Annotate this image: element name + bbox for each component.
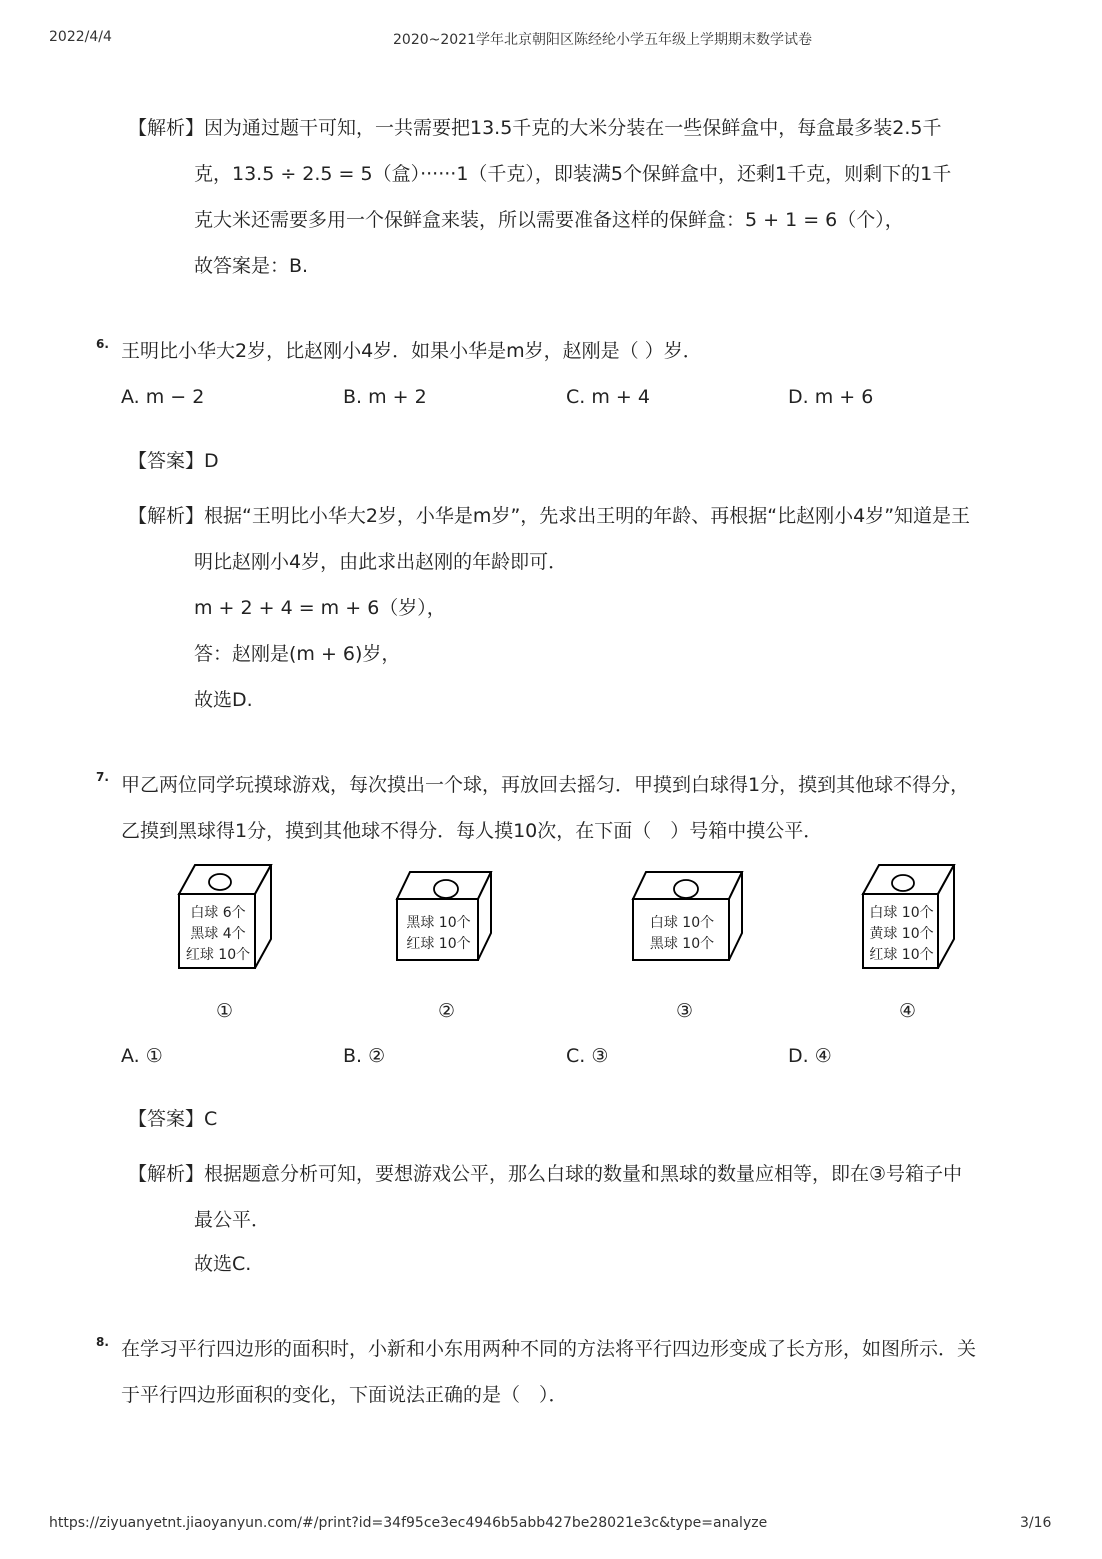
box-3-line-2: 黑球 10个: [649, 936, 715, 952]
footer-url[interactable]: https://ziyuanyetnt.jiaoyanyun.com/#/print?id=34f95ce3ec4946b5abb427be28021e3c&type=analyze: [49, 1515, 768, 1531]
box-1-line-1: 白球 6个: [190, 905, 246, 921]
q7-stem-line-2: 乙摸到黑球得1分，摸到其他球不得分．每人摸10次，在下面（ ）号箱中摸公平．: [121, 820, 823, 842]
q8-stem-line-2: 于平行四边形面积的变化，下面说法正确的是（ ）．: [121, 1384, 568, 1406]
q6-analysis-line-4: 答：赵刚是(m + 6)岁，: [194, 643, 401, 665]
box-3-label: ③: [676, 1000, 694, 1022]
q8-number: 8.: [96, 1335, 109, 1349]
header-date: 2022/4/4: [49, 29, 112, 45]
q6-analysis-line-5: 故选D.: [194, 689, 253, 711]
q6-analysis-line-1: 【解析】根据“王明比小华大2岁，小华是m岁”，先求出王明的年龄、再根据“比赵刚小4岁”知道是王: [128, 505, 971, 527]
q7-option-d[interactable]: D. ④: [788, 1045, 832, 1067]
q6-analysis-line-2: 明比赵刚小4岁，由此求出赵刚的年龄即可．: [194, 551, 568, 573]
box-4-line-1: 白球 10个: [869, 905, 934, 921]
footer-page-number: 3/16: [1020, 1515, 1052, 1531]
q7-option-c[interactable]: C. ③: [566, 1045, 609, 1067]
q7-stem-line-1: 甲乙两位同学玩摸球游戏，每次摸出一个球，再放回去摇匀．甲摸到白球得1分，摸到其他球不得分，: [121, 774, 970, 796]
q7-analysis-line-1: 【解析】根据题意分析可知，要想游戏公平，那么白球的数量和黑球的数量应相等，即在③号箱子中: [128, 1163, 963, 1185]
box-2-line-2: 红球 10个: [406, 936, 471, 952]
box-3: [630, 869, 746, 967]
header-title: 2020~2021学年北京朝阳区陈经纶小学五年级上学期期末数学试卷: [393, 32, 812, 48]
q7-option-a[interactable]: A. ①: [121, 1045, 163, 1067]
q7-option-b[interactable]: B. ②: [343, 1045, 386, 1067]
q6-option-d[interactable]: D. m + 6: [788, 386, 874, 408]
q6-option-c[interactable]: C. m + 4: [566, 386, 650, 408]
box-4-line-3: 红球 10个: [869, 947, 934, 963]
q6-number: 6.: [96, 337, 109, 351]
box-1: [176, 862, 276, 976]
box-4-line-2: 黄球 10个: [869, 926, 934, 942]
q6-stem: 王明比小华大2岁，比赵刚小4岁．如果小华是m岁，赵刚是（ ）岁．: [121, 340, 702, 362]
box-4-label: ④: [899, 1000, 917, 1022]
q7-answer: 【答案】C: [128, 1108, 218, 1130]
box-2: [394, 869, 494, 967]
q5-analysis-line-4: 故答案是：B.: [194, 255, 309, 277]
box-1-line-2: 黑球 4个: [190, 926, 246, 942]
box-2-line-1: 黑球 10个: [406, 915, 471, 931]
q6-option-a[interactable]: A. m − 2: [121, 386, 205, 408]
q6-analysis-line-3: m + 2 + 4 = m + 6（岁），: [194, 597, 446, 619]
q7-analysis-line-2: 最公平．: [194, 1209, 271, 1231]
box-1-line-3: 红球 10个: [185, 947, 251, 963]
box-3-line-1: 白球 10个: [649, 915, 715, 931]
q7-analysis-line-3: 故选C.: [194, 1253, 252, 1275]
box-1-label: ①: [216, 1000, 234, 1022]
q5-analysis-line-1: 【解析】因为通过题干可知，一共需要把13.5千克的大米分装在一些保鲜盒中，每盒最多装2.5千: [128, 117, 942, 139]
q5-analysis-line-2: 克，13.5 ÷ 2.5 = 5（盒）······1（千克），即装满5个保鲜盒中，还剩1千克，则剩下的1千: [194, 163, 952, 185]
box-2-label: ②: [438, 1000, 456, 1022]
q8-stem-line-1: 在学习平行四边形的面积时，小新和小东用两种不同的方法将平行四边形变成了长方形，如图所示．关: [121, 1338, 977, 1360]
box-4: [860, 862, 960, 976]
q5-analysis-line-3: 克大米还需要多用一个保鲜盒来装，所以需要准备这样的保鲜盒：5 + 1 = 6（个），: [194, 209, 904, 231]
q7-number: 7.: [96, 770, 109, 784]
q6-option-b[interactable]: B. m + 2: [343, 386, 427, 408]
q6-answer: 【答案】D: [128, 450, 219, 472]
